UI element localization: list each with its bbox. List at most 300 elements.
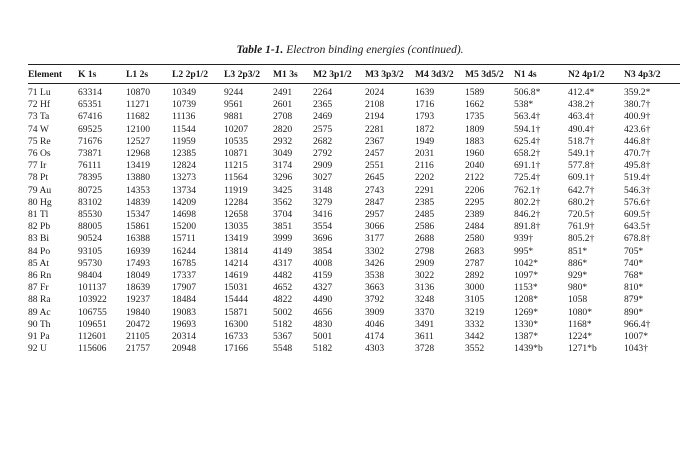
table-row <box>28 331 680 343</box>
value-cell: 2798 <box>415 245 435 257</box>
table-row <box>28 343 680 355</box>
value-cell: 14214 <box>224 257 248 269</box>
value-cell: 10349 <box>172 87 196 98</box>
value-cell: 2031 <box>415 148 435 160</box>
value-cell: 11564 <box>224 172 248 184</box>
value-cell: 101137 <box>78 282 107 294</box>
column-header: N2 4p1/2 <box>568 65 624 84</box>
element-cell: 76 Os <box>28 148 51 160</box>
value-cell: 11919 <box>224 184 248 196</box>
value-cell: 16388 <box>126 233 150 245</box>
value-cell: 1224* <box>568 331 592 343</box>
value-cell: 609.5† <box>624 209 651 221</box>
value-cell: 16785 <box>172 257 196 269</box>
value-cell: 5002 <box>273 306 293 318</box>
value-cell: 78395 <box>78 172 102 184</box>
column-header: K 1s <box>78 65 126 84</box>
value-cell: 15031 <box>224 282 248 294</box>
value-cell: 15861 <box>126 221 150 233</box>
value-cell: 13814 <box>224 245 248 257</box>
value-cell: 1949 <box>415 135 435 147</box>
value-cell: 2295 <box>465 196 485 208</box>
value-cell: 1960 <box>465 148 485 160</box>
value-cell: 3491 <box>415 318 435 330</box>
table-row <box>28 270 680 282</box>
value-cell: 2385 <box>415 196 435 208</box>
value-cell: 3696 <box>313 233 333 245</box>
value-cell: 725.4† <box>514 172 541 184</box>
value-cell: 995* <box>514 245 534 257</box>
column-header: M4 3d3/2 <box>415 65 465 84</box>
value-cell: 3851 <box>273 221 293 233</box>
table-row <box>28 319 680 331</box>
value-cell: 5182 <box>313 343 333 355</box>
value-cell: 2787 <box>465 257 485 269</box>
value-cell: 2575 <box>313 123 333 135</box>
value-cell: 2389 <box>465 209 485 221</box>
element-cell: 77 Ir <box>28 160 47 172</box>
value-cell: 4656 <box>313 306 333 318</box>
value-cell: 16244 <box>172 245 196 257</box>
value-cell: 1330* <box>514 318 538 330</box>
value-cell: 17337 <box>172 270 196 282</box>
column-header: M2 3p1/2 <box>313 65 365 84</box>
value-cell: 2743 <box>365 184 385 196</box>
value-cell: 2683 <box>465 245 485 257</box>
value-cell: 14839 <box>126 196 150 208</box>
value-cell: 2365 <box>313 99 333 111</box>
value-cell: 13419 <box>224 233 248 245</box>
value-cell: 3663 <box>365 282 385 294</box>
value-cell: 12385 <box>172 148 196 160</box>
value-cell: 17493 <box>126 257 150 269</box>
value-cell: 1793 <box>415 111 435 123</box>
value-cell: 3416 <box>313 209 333 221</box>
value-cell: 20948 <box>172 343 196 355</box>
value-cell: 359.2* <box>624 87 651 98</box>
value-cell: 15871 <box>224 306 248 318</box>
value-cell: 3136 <box>415 282 435 294</box>
value-cell: 643.5† <box>624 221 651 233</box>
value-cell: 17166 <box>224 343 248 355</box>
value-cell: 1080* <box>568 306 592 318</box>
value-cell: 2580 <box>465 233 485 245</box>
element-cell: 92 U <box>28 343 47 355</box>
value-cell: 73871 <box>78 148 102 160</box>
value-cell: 11271 <box>126 99 150 111</box>
value-cell: 15711 <box>172 233 196 245</box>
element-cell: 79 Au <box>28 184 52 196</box>
value-cell: 768* <box>624 270 644 282</box>
value-cell: 2108 <box>365 99 385 111</box>
value-cell: 3728 <box>415 343 435 355</box>
value-cell: 18639 <box>126 282 150 294</box>
value-cell: 2206 <box>465 184 485 196</box>
value-cell: 720.5† <box>568 209 595 221</box>
value-cell: 3049 <box>273 148 293 160</box>
value-cell: 18484 <box>172 294 196 306</box>
value-cell: 19083 <box>172 306 196 318</box>
value-cell: 3562 <box>273 196 293 208</box>
value-cell: 2688 <box>415 233 435 245</box>
column-header: M1 3s <box>273 65 313 84</box>
value-cell: 642.7† <box>568 184 595 196</box>
value-cell: 3704 <box>273 209 293 221</box>
table-row <box>28 282 680 294</box>
value-cell: 879* <box>624 294 644 306</box>
table-row <box>28 294 680 306</box>
value-cell: 2122 <box>465 172 485 184</box>
table-row <box>28 84 680 100</box>
value-cell: 802.2† <box>514 196 541 208</box>
value-cell: 98404 <box>78 270 102 282</box>
table-row <box>28 136 680 148</box>
value-cell: 577.8† <box>568 160 595 172</box>
element-cell: 73 Ta <box>28 111 50 123</box>
value-cell: 109651 <box>78 318 107 330</box>
table-caption <box>0 44 700 56</box>
element-cell: 78 Pt <box>28 172 48 184</box>
value-cell: 2892 <box>465 270 485 282</box>
value-cell: 2281 <box>365 123 385 135</box>
table-row <box>28 185 680 197</box>
value-cell: 3370 <box>415 306 435 318</box>
caption-text: Electron binding energies (continued). <box>286 44 464 56</box>
value-cell: 846.2† <box>514 209 541 221</box>
value-cell: 2484 <box>465 221 485 233</box>
value-cell: 680.2† <box>568 196 595 208</box>
value-cell: 85530 <box>78 209 102 221</box>
value-cell: 546.3† <box>624 184 651 196</box>
value-cell: 112601 <box>78 331 107 343</box>
value-cell: 14619 <box>224 270 248 282</box>
value-cell: 21105 <box>126 331 150 343</box>
value-cell: 1058 <box>568 294 588 306</box>
value-cell: 4303 <box>365 343 385 355</box>
value-cell: 13035 <box>224 221 248 233</box>
value-cell: 67416 <box>78 111 102 123</box>
value-cell: 106755 <box>78 306 107 318</box>
element-cell: 89 Ac <box>28 306 51 318</box>
value-cell: 13734 <box>172 184 196 196</box>
value-cell: 19840 <box>126 306 150 318</box>
binding-energy-table <box>28 64 680 355</box>
value-cell: 20314 <box>172 331 196 343</box>
value-cell: 576.6† <box>624 196 651 208</box>
value-cell: 761.9† <box>568 221 595 233</box>
value-cell: 423.6† <box>624 123 651 135</box>
value-cell: 9244 <box>224 87 244 98</box>
value-cell: 65351 <box>78 99 102 111</box>
value-cell: 3442 <box>465 331 485 343</box>
value-cell: 4482 <box>273 270 293 282</box>
value-cell: 19237 <box>126 294 150 306</box>
value-cell: 3066 <box>365 221 385 233</box>
caption-label: Table 1-1. <box>236 44 284 56</box>
element-cell: 75 Re <box>28 135 51 147</box>
value-cell: 891.8† <box>514 221 541 233</box>
value-cell: 929* <box>568 270 588 282</box>
value-cell: 12658 <box>224 209 248 221</box>
value-cell: 805.2† <box>568 233 595 245</box>
value-cell: 1042* <box>514 257 538 269</box>
value-cell: 80725 <box>78 184 102 196</box>
value-cell: 2820 <box>273 123 293 135</box>
value-cell: 3611 <box>415 331 434 343</box>
column-header: L1 2s <box>126 65 172 84</box>
value-cell: 2909 <box>313 160 333 172</box>
table-row <box>28 124 680 136</box>
value-cell: 12527 <box>126 135 150 147</box>
value-cell: 12100 <box>126 123 150 135</box>
value-cell: 2024 <box>365 87 385 98</box>
element-cell: 88 Ra <box>28 294 51 306</box>
value-cell: 506.8* <box>514 87 541 98</box>
value-cell: 4159 <box>313 270 333 282</box>
value-cell: 2932 <box>273 135 293 147</box>
element-cell: 85 At <box>28 257 50 269</box>
value-cell: 1269* <box>514 306 538 318</box>
value-cell: 3425 <box>273 184 293 196</box>
value-cell: 14353 <box>126 184 150 196</box>
value-cell: 15347 <box>126 209 150 221</box>
element-cell: 86 Rn <box>28 270 52 282</box>
value-cell: 549.1† <box>568 148 595 160</box>
value-cell: 3027 <box>313 172 333 184</box>
value-cell: 15200 <box>172 221 196 233</box>
value-cell: 2194 <box>365 111 385 123</box>
value-cell: 762.1† <box>514 184 541 196</box>
table-row <box>28 233 680 245</box>
value-cell: 1883 <box>465 135 485 147</box>
element-cell: 84 Po <box>28 245 51 257</box>
value-cell: 9561 <box>224 99 244 111</box>
column-header: M3 3p3/2 <box>365 65 415 84</box>
value-cell: 1589 <box>465 87 485 98</box>
value-cell: 1271*b <box>568 343 597 355</box>
value-cell: 2551 <box>365 160 385 172</box>
value-cell: 88005 <box>78 221 102 233</box>
value-cell: 3279 <box>313 196 333 208</box>
value-cell: 3552 <box>465 343 485 355</box>
value-cell: 1208* <box>514 294 538 306</box>
value-cell: 3909 <box>365 306 385 318</box>
value-cell: 3248 <box>415 294 435 306</box>
value-cell: 3000 <box>465 282 485 294</box>
value-cell: 2847 <box>365 196 385 208</box>
value-cell: 2792 <box>313 148 333 160</box>
value-cell: 9881 <box>224 111 244 123</box>
value-cell: 2116 <box>415 160 434 172</box>
table-row <box>28 172 680 184</box>
value-cell: 1153* <box>514 282 538 294</box>
value-cell: 4830 <box>313 318 333 330</box>
value-cell: 538* <box>514 99 534 111</box>
element-cell: 87 Fr <box>28 282 49 294</box>
value-cell: 5548 <box>273 343 293 355</box>
value-cell: 3854 <box>313 245 333 257</box>
element-cell: 71 Lu <box>28 87 51 98</box>
value-cell: 563.4† <box>514 111 541 123</box>
value-cell: 95730 <box>78 257 102 269</box>
value-cell: 1097* <box>514 270 538 282</box>
value-cell: 3105 <box>465 294 485 306</box>
value-cell: 83102 <box>78 196 102 208</box>
value-cell: 886* <box>568 257 588 269</box>
value-cell: 4822 <box>273 294 293 306</box>
value-cell: 76111 <box>78 160 102 172</box>
value-cell: 10739 <box>172 99 196 111</box>
value-cell: 625.4† <box>514 135 541 147</box>
value-cell: 4174 <box>365 331 385 343</box>
value-cell: 11544 <box>172 123 196 135</box>
value-cell: 678.8† <box>624 233 651 245</box>
value-cell: 21757 <box>126 343 150 355</box>
column-header: Element <box>28 65 78 84</box>
value-cell: 400.9† <box>624 111 651 123</box>
value-cell: 12968 <box>126 148 150 160</box>
value-cell: 1809 <box>465 123 485 135</box>
column-header: N3 4p3/2 <box>624 65 680 84</box>
value-cell: 691.1† <box>514 160 541 172</box>
value-cell: 13880 <box>126 172 150 184</box>
value-cell: 3554 <box>313 221 333 233</box>
value-cell: 71676 <box>78 135 102 147</box>
value-cell: 90524 <box>78 233 102 245</box>
table-row <box>28 246 680 258</box>
value-cell: 380.7† <box>624 99 651 111</box>
value-cell: 3148 <box>313 184 333 196</box>
value-cell: 2485 <box>415 209 435 221</box>
column-header: M5 3d5/2 <box>465 65 514 84</box>
table-row <box>28 258 680 270</box>
value-cell: 3174 <box>273 160 293 172</box>
value-cell: 2708 <box>273 111 293 123</box>
value-cell: 4327 <box>313 282 333 294</box>
value-cell: 93105 <box>78 245 102 257</box>
table-row <box>28 209 680 221</box>
value-cell: 3999 <box>273 233 293 245</box>
value-cell: 810* <box>624 282 644 294</box>
element-cell: 83 Bi <box>28 233 50 245</box>
value-cell: 11682 <box>126 111 150 123</box>
value-cell: 10207 <box>224 123 248 135</box>
value-cell: 12284 <box>224 196 248 208</box>
value-cell: 519.4† <box>624 172 651 184</box>
value-cell: 4317 <box>273 257 293 269</box>
value-cell: 2601 <box>273 99 293 111</box>
value-cell: 463.4† <box>568 111 595 123</box>
value-cell: 490.4† <box>568 123 595 135</box>
element-cell: 81 Tl <box>28 209 49 221</box>
header-row <box>28 65 680 84</box>
value-cell: 69525 <box>78 123 102 135</box>
value-cell: 20472 <box>126 318 150 330</box>
value-cell: 1439*b <box>514 343 543 355</box>
table-row <box>28 307 680 319</box>
value-cell: 1716 <box>415 99 435 111</box>
value-cell: 851* <box>568 245 588 257</box>
value-cell: 2469 <box>313 111 333 123</box>
value-cell: 115606 <box>78 343 107 355</box>
value-cell: 446.8† <box>624 135 651 147</box>
element-cell: 91 Pa <box>28 331 50 343</box>
value-cell: 3022 <box>415 270 435 282</box>
value-cell: 3426 <box>365 257 385 269</box>
value-cell: 18049 <box>126 270 150 282</box>
value-cell: 14698 <box>172 209 196 221</box>
value-cell: 705* <box>624 245 644 257</box>
value-cell: 12824 <box>172 160 196 172</box>
value-cell: 63314 <box>78 87 102 98</box>
value-cell: 980* <box>568 282 588 294</box>
value-cell: 518.7† <box>568 135 595 147</box>
value-cell: 1043† <box>624 343 648 355</box>
value-cell: 2645 <box>365 172 385 184</box>
value-cell: 5367 <box>273 331 293 343</box>
value-cell: 4046 <box>365 318 385 330</box>
value-cell: 438.2† <box>568 99 595 111</box>
value-cell: 103922 <box>78 294 107 306</box>
column-header: L3 2p3/2 <box>224 65 273 84</box>
value-cell: 2682 <box>313 135 333 147</box>
value-cell: 10871 <box>224 148 248 160</box>
value-cell: 3792 <box>365 294 385 306</box>
column-header: L2 2p1/2 <box>172 65 224 84</box>
value-cell: 1639 <box>415 87 435 98</box>
value-cell: 14209 <box>172 196 196 208</box>
value-cell: 2457 <box>365 148 385 160</box>
table-body <box>28 84 680 356</box>
value-cell: 966.4† <box>624 318 651 330</box>
value-cell: 3219 <box>465 306 485 318</box>
value-cell: 4008 <box>313 257 333 269</box>
value-cell: 3296 <box>273 172 293 184</box>
value-cell: 658.2† <box>514 148 541 160</box>
value-cell: 890* <box>624 306 644 318</box>
value-cell: 1735 <box>465 111 485 123</box>
value-cell: 11136 <box>172 111 196 123</box>
value-cell: 1387* <box>514 331 538 343</box>
value-cell: 609.1† <box>568 172 595 184</box>
value-cell: 2909 <box>415 257 435 269</box>
value-cell: 2202 <box>415 172 435 184</box>
value-cell: 412.4* <box>568 87 595 98</box>
value-cell: 13419 <box>126 160 150 172</box>
value-cell: 1662 <box>465 99 485 111</box>
element-cell: 90 Th <box>28 318 51 330</box>
element-cell: 80 Hg <box>28 196 52 208</box>
value-cell: 2586 <box>415 221 435 233</box>
table-row <box>28 148 680 160</box>
value-cell: 4490 <box>313 294 333 306</box>
element-cell: 82 Pb <box>28 221 51 233</box>
value-cell: 16300 <box>224 318 248 330</box>
value-cell: 10535 <box>224 135 248 147</box>
value-cell: 1007* <box>624 331 648 343</box>
table-row <box>28 160 680 172</box>
value-cell: 4149 <box>273 245 293 257</box>
value-cell: 5001 <box>313 331 333 343</box>
table-header <box>28 65 680 84</box>
table-row <box>28 197 680 209</box>
value-cell: 740* <box>624 257 644 269</box>
table-row <box>28 221 680 233</box>
value-cell: 939† <box>514 233 534 245</box>
value-cell: 495.8† <box>624 160 651 172</box>
element-cell: 72 Hf <box>28 99 51 111</box>
value-cell: 594.1† <box>514 123 541 135</box>
